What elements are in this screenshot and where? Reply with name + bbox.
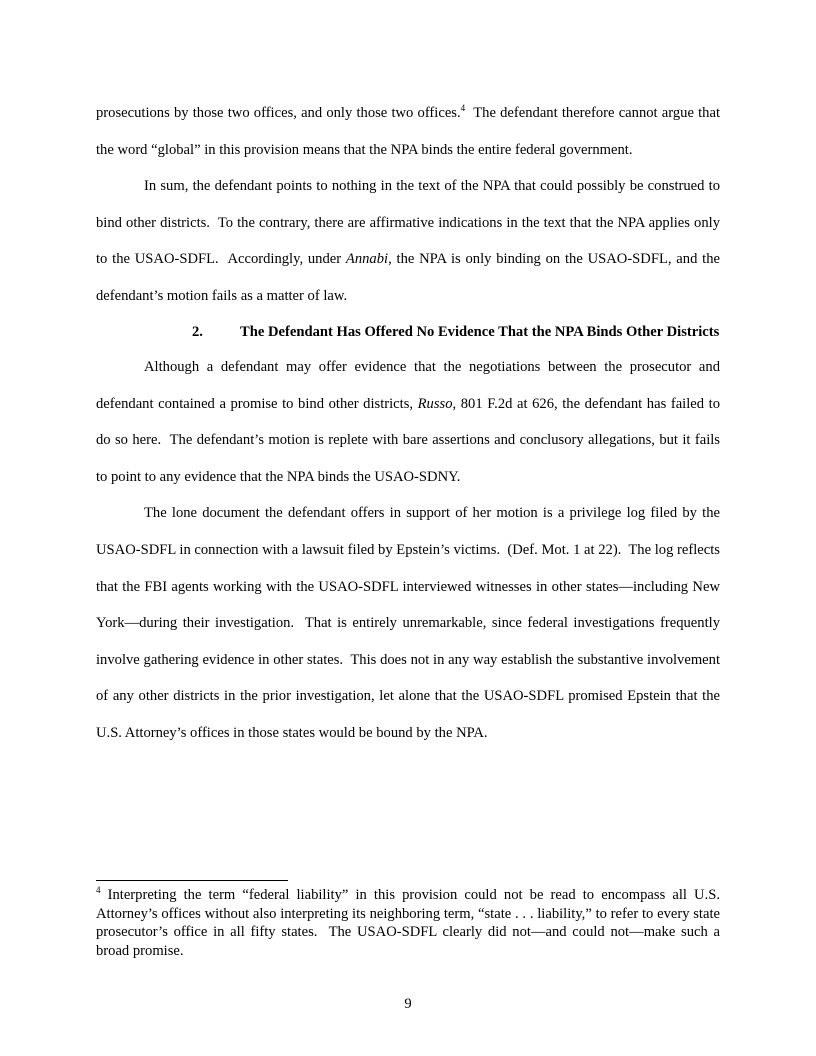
paragraph-2-text: In sum, the defendant points to nothing in the text of the NPA that could possibly be construed to bind other districts. To the contrary, there are affirmative indications in the text that the NPA applies only to the USAO-SDFL. Accordingly, under bbox=[96, 178, 724, 268]
section-heading-text: The Defendant Has Offered No Evidence That the NPA Binds Other Districts bbox=[240, 323, 720, 340]
paragraph-1-text: prosecutions by those two offices, and only those two offices. bbox=[96, 105, 461, 121]
case-citation-annabi: Annabi bbox=[345, 251, 389, 268]
paragraph-3 bbox=[96, 349, 724, 495]
paragraph-3-text: Although a defendant may offer evidence that the negotiations between the prosecutor and defendant contained a promise to bind other districts, bbox=[96, 359, 720, 412]
footnote bbox=[96, 885, 724, 960]
page-number: 9 bbox=[404, 996, 412, 1012]
footnote-divider bbox=[96, 880, 288, 881]
footnote-reference[interactable]: 4 bbox=[460, 103, 466, 114]
footnote-text: Interpreting the term “federal liability” in this provision could not be read to encompass all U.S. Attorney’s offices without also interpreting its neighboring term, “state . . . liability,” to refer to every state prosecutor’s office in all fifty states. The USAO-SDFL clearly did not—and could not—make such a broad promise. bbox=[96, 887, 724, 959]
paragraph-3-text-end: , 801 F.2d at 626, the defendant has failed to do so here. The defendant’s motion is replete with bare assertions and conclusory allegations, but it fails to point to any evidence that the NPA binds the USAO-SDNY. bbox=[96, 395, 724, 485]
footnote-marker: 4 bbox=[96, 885, 101, 896]
paragraph-2-text-end: , the NPA is only binding on the USAO-SDFL, and the defendant’s motion fails as a matter of law. bbox=[96, 251, 720, 304]
section-heading-number: 2. bbox=[192, 323, 203, 340]
case-citation-russo: Russo bbox=[417, 395, 453, 412]
paragraph-4 bbox=[96, 495, 724, 751]
paragraph-1-text-continued: The defendant therefore cannot argue that the word “global” in this provision means that the NPA binds the entire federal government. bbox=[96, 105, 724, 158]
paragraph-1 bbox=[96, 95, 724, 168]
paragraph-2 bbox=[96, 168, 724, 314]
page-body bbox=[96, 95, 724, 752]
paragraph-4-text: The lone document the defendant offers in support of her motion is a privilege log filed by the USAO-SDFL in connection with a lawsuit filed by Epstein’s victims. (Def. Mot. 1 at 22). The log reflects that the FBI agents working with the USAO-SDFL interviewed witnesses in other states—including New York—during their investigation. That is entirely unremarkable, since federal investigations frequently involve gathering evidence in other states. This does not in any way establish the substantive involvement of any other districts in the prior investigation, let alone that the USAO-SDFL promised Epstein that the U.S. Attorney’s offices in those states would be bound by the NPA. bbox=[96, 505, 724, 741]
section-heading bbox=[96, 323, 720, 342]
